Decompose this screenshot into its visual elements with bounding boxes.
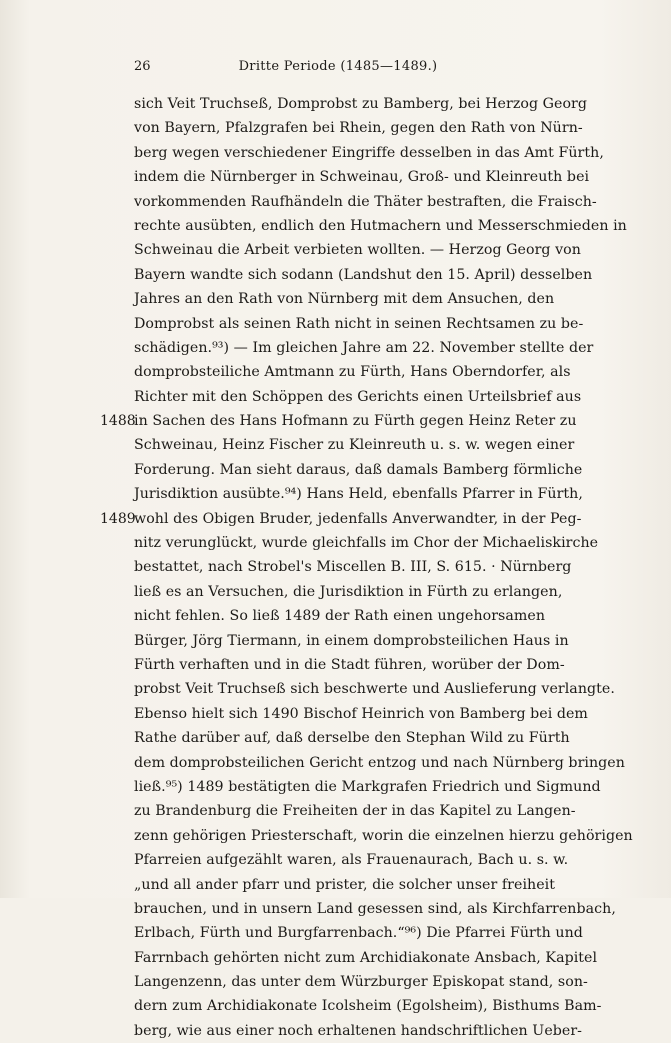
text-line: berg, wie aus einer noch erhaltenen handschriftlichen Ueber- xyxy=(134,1022,583,1039)
text-line: vorkommenden Raufhändeln die Thäter bestraften, die Fraisch- xyxy=(134,193,597,210)
text-line: zu Brandenburg die Freiheiten der in das Kapitel zu Langen- xyxy=(134,803,576,820)
text-line: Ebenso hielt sich 1490 Bischof Heinrich von Bamberg bei dem xyxy=(134,705,588,722)
text-line: Fürth verhaften und in die Stadt führen, worüber der Dom- xyxy=(134,656,565,673)
text-line: Schweinau die Arbeit verbieten wollten. — Herzog Georg von xyxy=(134,242,581,259)
text-line: dern zum Archidiakonate Icolsheim (Egolsheim), Bisthums Bam- xyxy=(134,998,602,1015)
text-line: Schweinau, Heinz Fischer zu Kleinreuth u. s. w. wegen einer xyxy=(134,437,575,454)
text-line: wohl des Obigen Bruder, jedenfalls Anverwandter, in der Peg- xyxy=(134,510,582,527)
margin-year-1488: 1488 xyxy=(100,413,136,429)
text-line: Richter mit den Schöppen des Gerichts einen Urteilsbrief aus xyxy=(134,388,582,405)
text-line: ließ es an Versuchen, die Jurisdiktion in Fürth zu erlangen, xyxy=(134,583,563,600)
text-line: Rathe darüber auf, daß derselbe den Stephan Wild zu Fürth xyxy=(134,730,570,747)
text-line: nicht fehlen. So ließ 1489 der Rath einen ungehorsamen xyxy=(134,608,546,625)
text-line: brauchen, und in unsern Land gesessen sind, als Kirchfarrenbach, xyxy=(134,900,616,917)
text-line: Bürger, Jörg Tiermann, in einem domprobsteilichen Haus in xyxy=(134,632,569,649)
text-line: von Bayern, Pfalzgrafen bei Rhein, gegen den Rath von Nürn- xyxy=(134,120,583,137)
text-line: Farrnbach gehörten nicht zum Archidiakonate Ansbach, Kapitel xyxy=(134,949,598,966)
text-line: Langenzenn, das unter dem Würzburger Episkopat stand, son- xyxy=(134,974,588,991)
text-line: dem domprobsteilichen Gericht entzog und nach Nürnberg bringen xyxy=(134,754,625,771)
text-line: nitz verunglückt, wurde gleichfalls im Chor der Michaeliskirche xyxy=(134,535,599,552)
text-line: indem die Nürnberger in Schweinau, Groß- und Kleinreuth bei xyxy=(134,169,590,186)
text-line: berg wegen verschiedener Eingriffe desselben in das Amt Fürth, xyxy=(134,144,604,161)
text-line: Domprobst als seinen Rath nicht in seinen Rechtsamen zu be- xyxy=(134,315,584,332)
text-line: schädigen.⁹³) — Im gleichen Jahre am 22. November stellte der xyxy=(134,339,594,356)
text-line: rechte ausübten, endlich den Hutmachern und Messerschmieden in xyxy=(134,217,627,234)
text-line: Bayern wandte sich sodann (Landshut den 15. April) desselben xyxy=(134,266,593,283)
text-line: Forderung. Man sieht daraus, daß damals Bamberg förmliche xyxy=(134,461,583,478)
text-line: bestattet, nach Strobel's Miscellen B. III, S. 615. · Nürnberg xyxy=(134,559,572,576)
body-text xyxy=(134,92,633,1043)
page-number: 26 xyxy=(134,59,151,74)
text-line: „und all ander pfarr und prister, die solcher unser freiheit xyxy=(134,876,556,893)
text-line: sich Veit Truchseß, Domprobst zu Bamberg, bei Herzog Georg xyxy=(134,96,588,112)
text-line: Jurisdiktion ausübte.⁹⁴) Hans Held, ebenfalls Pfarrer in Fürth, xyxy=(134,486,583,503)
text-line: domprobsteiliche Amtmann zu Fürth, Hans Oberndorfer, als xyxy=(134,364,571,381)
page-header xyxy=(134,59,542,79)
margin-year-1489: 1489 xyxy=(100,511,136,527)
text-line: in Sachen des Hans Hofmann zu Fürth gegen Heinz Reter zu xyxy=(134,413,577,430)
running-title: Dritte Periode (1485—1489.) xyxy=(238,59,438,74)
text-line: ließ.⁹⁵) 1489 bestätigten die Markgrafen Friedrich und Sigmund xyxy=(134,778,601,795)
text-line: Pfarreien aufgezählt waren, als Frauenaurach, Bach u. s. w. xyxy=(134,852,569,869)
text-line: probst Veit Truchseß sich beschwerte und Auslieferung verlangte. xyxy=(134,681,615,698)
text-line: zenn gehörigen Priesterschaft, worin die einzelnen hierzu gehörigen xyxy=(134,827,633,844)
text-line: Jahres an den Rath von Nürnberg mit dem Ansuchen, den xyxy=(134,291,555,308)
text-line: Erlbach, Fürth und Burgfarrenbach.“⁹⁶) Die Pfarrei Fürth und xyxy=(134,925,583,942)
